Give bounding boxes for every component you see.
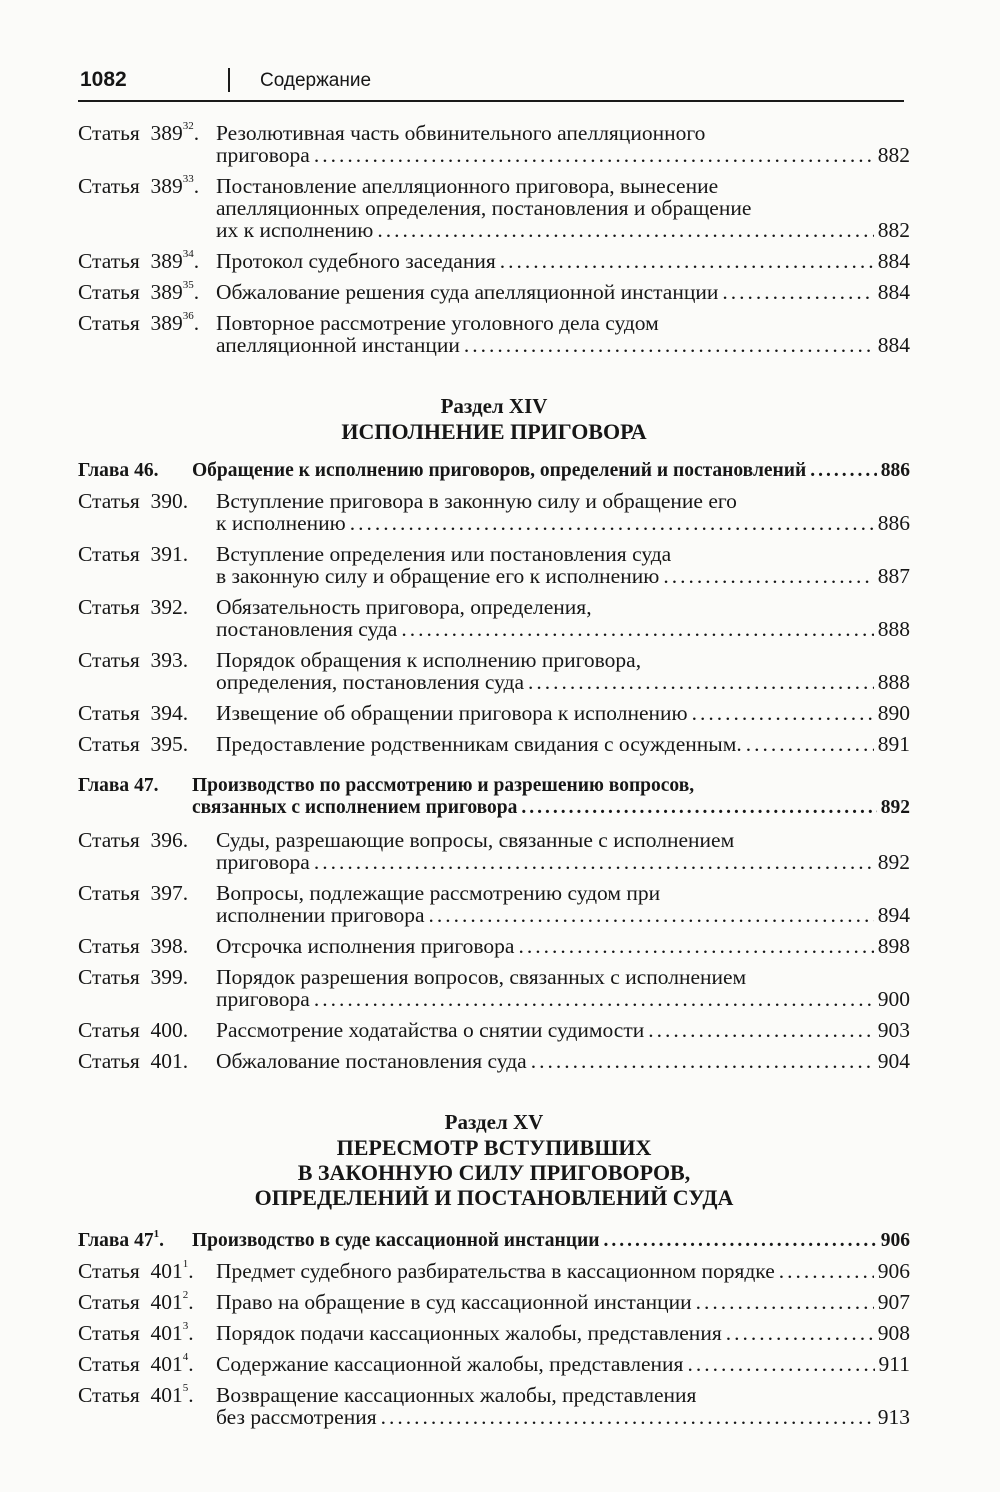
entry-page: 882 (877, 218, 910, 242)
entry-line (78, 882, 910, 904)
toc-entry (78, 1291, 910, 1313)
header-separator (228, 68, 230, 92)
entry-page: 888 (877, 617, 910, 641)
article-word: Статья (78, 1290, 140, 1314)
toc-entry (78, 543, 910, 587)
entry-line (78, 649, 910, 671)
dot-leader (381, 1406, 874, 1428)
article-word: Статья (78, 701, 140, 725)
entry-title: Производство в суде кассационной инстанции (192, 1230, 600, 1251)
entry-line (78, 904, 910, 926)
section-title: ИСПОЛНЕНИЕ ПРИГОВОРА (341, 419, 647, 444)
section-title-line: ОПРЕДЕЛЕНИЙ И ПОСТАНОВЛЕНИЙ СУДА (254, 1185, 734, 1210)
section-xv-heading (78, 1110, 910, 1210)
entry-line (78, 460, 910, 482)
article-number: Статья $401^3$. (78, 1320, 194, 1345)
entry-title: в законную силу и обращение его к исполнению (216, 564, 660, 588)
article-num: 389 (150, 280, 183, 304)
section-label: Раздел XIV (440, 394, 548, 418)
toc-block-389 (78, 122, 910, 356)
dot-leader (663, 565, 873, 587)
toc-entry (78, 882, 910, 926)
entry-line (78, 1230, 910, 1252)
article-number: Статья $401^1$. (78, 1258, 194, 1283)
entry-title: к исполнению (216, 511, 346, 535)
entry-page: 903 (877, 1018, 910, 1042)
entry-title: Вступление определения или постановления суда (216, 542, 672, 566)
section-title-line: В ЗАКОННУЮ СИЛУ ПРИГОВОРОВ, (297, 1160, 691, 1185)
article-number: Статья 390. (78, 489, 189, 513)
article-num: 389 (150, 174, 183, 198)
entry-title: апелляционной инстанции (216, 333, 460, 357)
article-num: 394 (150, 701, 183, 725)
dot-leader (500, 250, 874, 272)
chapter-number: Глава 47. (78, 775, 159, 796)
page-number: 1082 (80, 68, 127, 91)
entry-page: 911 (878, 1352, 910, 1376)
entry-page: 884 (877, 280, 910, 304)
entry-page: 907 (877, 1290, 910, 1314)
article-num: 397 (150, 881, 183, 905)
chapter-num: 46 (134, 460, 154, 481)
chapter-47-1 (78, 1230, 910, 1252)
article-word: Статья (78, 1018, 140, 1042)
entry-line (78, 988, 910, 1010)
entry-line (78, 1050, 910, 1072)
entry-title: Производство по рассмотрению и разрешению вопросов, (192, 775, 695, 796)
chapter-46 (78, 460, 910, 482)
entry-line (78, 122, 910, 144)
article-word: Статья (78, 934, 140, 958)
entry-line (78, 334, 910, 356)
toc-entry (78, 1384, 910, 1428)
entry-page: 898 (877, 934, 910, 958)
article-word: Статья (78, 595, 140, 619)
article-number: Статья 393. (78, 648, 189, 672)
dot-leader (810, 460, 877, 482)
dot-leader (746, 733, 874, 755)
entry-page: 900 (877, 987, 910, 1011)
chapter-47-1-articles (78, 1260, 910, 1428)
chapter-number: Глава $47^1$. (78, 1228, 164, 1251)
article-superscript: 4 (182, 1351, 189, 1363)
entry-line (78, 250, 910, 272)
article-num: 391 (150, 542, 183, 566)
article-number: Статья 398. (78, 934, 189, 958)
entry-page: 886 (880, 460, 910, 481)
toc-entry (78, 596, 910, 640)
article-number: Статья $389^{36}$. (78, 310, 200, 335)
entry-page: 888 (877, 670, 910, 694)
article-num: 390 (150, 489, 183, 513)
dot-leader (464, 334, 874, 356)
article-number: Статья 391. (78, 542, 189, 566)
article-number: Статья $389^{34}$. (78, 248, 200, 273)
entry-title: без рассмотрения (216, 1405, 377, 1429)
entry-line (78, 219, 910, 241)
entry-title: Предоставление родственникам свидания с осужденным. (216, 732, 742, 756)
dot-leader (314, 988, 874, 1010)
entry-page: 894 (877, 903, 910, 927)
entry-page: 884 (877, 333, 910, 357)
chapter-superscript: 1 (153, 1228, 160, 1240)
entry-title: Обжалование решения суда апелляционной инстанции (216, 280, 719, 304)
article-superscript: 1 (182, 1258, 189, 1270)
chapter-number: Глава 46. (78, 460, 159, 481)
entry-line (78, 702, 910, 724)
entry-title: Постановление апелляционного приговора, вынесение (216, 174, 719, 198)
entry-line (78, 1353, 910, 1375)
article-num: 401 (150, 1290, 183, 1314)
section-xiv-heading (78, 394, 910, 444)
entry-title: Право на обращение в суд кассационной инстанции (216, 1290, 692, 1314)
dot-leader (648, 1019, 874, 1041)
article-number: Статья 400. (78, 1018, 189, 1042)
dot-leader (603, 1230, 876, 1252)
toc-entry (78, 733, 910, 755)
entry-title: Вопросы, подлежащие рассмотрению судом при (216, 881, 661, 905)
article-num: 398 (150, 934, 183, 958)
dot-leader (687, 1353, 874, 1375)
article-word: Статья (78, 732, 140, 756)
entry-line (78, 144, 910, 166)
entry-line (78, 775, 910, 797)
toc-chapter-entry (78, 460, 910, 482)
entry-line (78, 312, 910, 334)
dot-leader (350, 512, 874, 534)
toc-entry (78, 122, 910, 166)
entry-line (78, 1384, 910, 1406)
article-number: Статья 396. (78, 828, 189, 852)
toc-entry (78, 1019, 910, 1041)
toc-entry (78, 1353, 910, 1375)
entry-title: Порядок подачи кассационных жалобы, представления (216, 1321, 722, 1345)
chapter-word: Глава (78, 1230, 130, 1251)
article-word: Статья (78, 174, 140, 198)
article-number: Статья 392. (78, 595, 189, 619)
entry-page: 890 (877, 701, 910, 725)
entry-title: Порядок обращения к исполнению приговора, (216, 648, 642, 672)
dot-leader (429, 904, 874, 926)
entry-line (78, 543, 910, 565)
chapter-46-articles (78, 490, 910, 755)
entry-title: исполнении приговора (216, 903, 425, 927)
article-word: Статья (78, 249, 140, 273)
entry-title: Извещение об обращении приговора к исполнению (216, 701, 688, 725)
entry-title: определения, постановления суда (216, 670, 525, 694)
entry-title: приговора (216, 987, 310, 1011)
entry-page: 882 (877, 143, 910, 167)
entry-title: Резолютивная часть обвинительного апелляционного (216, 121, 706, 145)
article-num: 389 (150, 121, 183, 145)
article-word: Статья (78, 311, 140, 335)
entry-line (78, 1322, 910, 1344)
entry-line (78, 281, 910, 303)
article-num: 399 (150, 965, 183, 989)
entry-page: 884 (877, 249, 910, 273)
article-num: 393 (150, 648, 183, 672)
toc-entry (78, 649, 910, 693)
entry-line (78, 966, 910, 988)
chapter-num: 47 (134, 775, 154, 796)
article-number: Статья $401^4$. (78, 1351, 194, 1376)
article-num: 401 (150, 1321, 183, 1345)
article-word: Статья (78, 828, 140, 852)
article-num: 389 (150, 249, 183, 273)
entry-page: 906 (880, 1230, 910, 1251)
article-num: 401 (150, 1352, 183, 1376)
entry-line (78, 197, 910, 219)
toc-entry (78, 1050, 910, 1072)
article-number: Статья 395. (78, 732, 189, 756)
article-word: Статья (78, 121, 140, 145)
article-num: 396 (150, 828, 183, 852)
article-superscript: 2 (182, 1289, 189, 1301)
entry-page: 906 (877, 1259, 910, 1283)
entry-line (78, 829, 910, 851)
entry-title: Обжалование постановления суда (216, 1049, 527, 1073)
article-word: Статья (78, 648, 140, 672)
entry-page: 887 (877, 564, 910, 588)
dot-leader (518, 935, 873, 957)
dot-leader (521, 797, 876, 819)
section-title-line: ПЕРЕСМОТР ВСТУПИВШИХ (336, 1135, 652, 1160)
article-number: Статья 399. (78, 965, 189, 989)
dot-leader (528, 671, 874, 693)
entry-line (78, 490, 910, 512)
article-word: Статья (78, 881, 140, 905)
article-superscript: 34 (182, 248, 194, 260)
chapter-47-articles (78, 829, 910, 1072)
entry-line (78, 1260, 910, 1282)
article-number: Статья 397. (78, 881, 189, 905)
article-num: 395 (150, 732, 183, 756)
dot-leader (726, 1322, 874, 1344)
entry-title: Повторное рассмотрение уголовного дела судом (216, 311, 659, 335)
dot-leader (531, 1050, 874, 1072)
entry-title: Вступление приговора в законную силу и обращение его (216, 489, 737, 513)
article-word: Статья (78, 280, 140, 304)
entry-title: их к исполнению (216, 218, 374, 242)
article-num: 401 (150, 1049, 183, 1073)
entry-line (78, 565, 910, 587)
article-num: 392 (150, 595, 183, 619)
dot-leader (779, 1260, 874, 1282)
entry-line (78, 733, 910, 755)
chapter-word: Глава (78, 775, 130, 796)
dot-leader (696, 1291, 874, 1313)
running-header (78, 66, 904, 102)
toc-entry (78, 312, 910, 356)
entry-line (78, 671, 910, 693)
entry-line (78, 512, 910, 534)
entry-page: 892 (880, 797, 910, 818)
entry-title: связанных с исполнением приговора (192, 797, 518, 818)
entry-line (78, 175, 910, 197)
entry-title: приговора (216, 850, 310, 874)
article-superscript: 35 (182, 279, 194, 291)
article-word: Статья (78, 1321, 140, 1345)
header-title: Содержание (260, 70, 372, 91)
article-num: 389 (150, 311, 183, 335)
dot-leader (314, 144, 874, 166)
article-number: Статья $389^{32}$. (78, 120, 200, 145)
article-number: Статья $401^5$. (78, 1382, 194, 1407)
section-label: Раздел XV (444, 1110, 544, 1134)
article-number: Статья 401. (78, 1049, 189, 1073)
entry-title: Протокол судебного заседания (216, 249, 496, 273)
dot-leader (722, 281, 873, 303)
chapter-47 (78, 775, 910, 819)
article-word: Статья (78, 965, 140, 989)
toc-entry (78, 966, 910, 1010)
entry-title: Обязательность приговора, определения, (216, 595, 592, 619)
entry-line (78, 1291, 910, 1313)
article-num: 401 (150, 1259, 183, 1283)
toc-entry (78, 250, 910, 272)
article-number: Статья $389^{33}$. (78, 173, 200, 198)
entry-line (78, 596, 910, 618)
toc-entry (78, 490, 910, 534)
toc-entry (78, 175, 910, 241)
chapter-num: 47 (134, 1230, 154, 1251)
article-word: Статья (78, 1259, 140, 1283)
toc-entry (78, 829, 910, 873)
article-word: Статья (78, 1383, 140, 1407)
toc-entry (78, 935, 910, 957)
toc-entry (78, 702, 910, 724)
chapter-word: Глава (78, 460, 130, 481)
entry-title: Возвращение кассационных жалобы, представления (216, 1383, 697, 1407)
toc-entry (78, 1260, 910, 1282)
dot-leader (401, 618, 873, 640)
article-word: Статья (78, 1049, 140, 1073)
article-superscript: 33 (182, 173, 194, 185)
article-superscript: 5 (182, 1382, 189, 1394)
article-superscript: 32 (182, 120, 194, 132)
entry-page: 904 (877, 1049, 910, 1073)
dot-leader (377, 219, 873, 241)
toc-entry (78, 1322, 910, 1344)
entry-line (78, 1406, 910, 1428)
dot-leader (314, 851, 874, 873)
entry-title: постановления суда (216, 617, 398, 641)
entry-title: приговора (216, 143, 310, 167)
dot-leader (692, 702, 874, 724)
toc-chapter-entry (78, 775, 910, 819)
entry-line (78, 1019, 910, 1041)
entry-page: 913 (877, 1405, 910, 1429)
entry-page: 908 (877, 1321, 910, 1345)
article-word: Статья (78, 489, 140, 513)
article-word: Статья (78, 1352, 140, 1376)
entry-title: Суды, разрешающие вопросы, связанные с исполнением (216, 828, 735, 852)
entry-line (78, 935, 910, 957)
article-num: 401 (150, 1383, 183, 1407)
entry-page: 891 (877, 732, 910, 756)
entry-title: Отсрочка исполнения приговора (216, 934, 515, 958)
article-number: Статья $389^{35}$. (78, 279, 200, 304)
entry-title: апелляционных определения, постановления и обращение (216, 196, 752, 220)
entry-page: 886 (877, 511, 910, 535)
article-word: Статья (78, 542, 140, 566)
article-num: 400 (150, 1018, 183, 1042)
entry-title: Рассмотрение ходатайства о снятии судимости (216, 1018, 645, 1042)
entry-line (78, 797, 910, 819)
entry-line (78, 618, 910, 640)
article-number: Статья 394. (78, 701, 189, 725)
article-number: Статья $401^2$. (78, 1289, 194, 1314)
toc-entry (78, 281, 910, 303)
article-superscript: 36 (182, 310, 194, 322)
article-superscript: 3 (182, 1320, 189, 1332)
entry-title: Порядок разрешения вопросов, связанных с исполнением (216, 965, 747, 989)
entry-page: 892 (877, 850, 910, 874)
toc-chapter-entry (78, 1230, 910, 1252)
entry-title: Содержание кассационной жалобы, представления (216, 1352, 684, 1376)
entry-title: Предмет судебного разбирательства в кассационном порядке (216, 1259, 775, 1283)
entry-line (78, 851, 910, 873)
entry-title: Обращение к исполнению приговоров, определений и постановлений (192, 460, 807, 481)
